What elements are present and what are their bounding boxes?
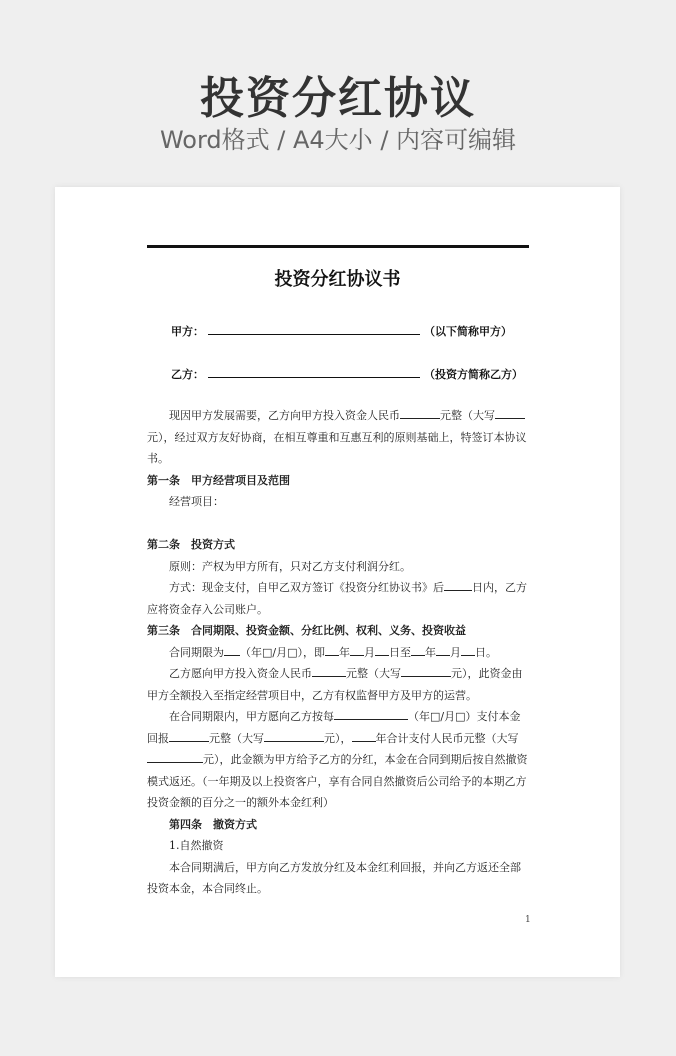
document-body — [147, 405, 529, 900]
article-4-subheading: 1.自然撤资 — [169, 839, 224, 852]
invest-words-blank[interactable] — [401, 666, 451, 677]
period-blank[interactable] — [334, 709, 408, 720]
party-b-label: 乙方： — [171, 368, 204, 381]
end-day-blank[interactable] — [461, 645, 475, 656]
article-3-investment — [147, 663, 529, 706]
term-text-5: 日至 — [389, 645, 411, 659]
total-words-blank[interactable] — [147, 752, 203, 763]
end-month-blank[interactable] — [436, 645, 450, 656]
returns-text-3: 元整（大写 — [209, 731, 264, 745]
intro-text-3: 元），经过双方友好协商，在相互尊重和互惠互利的原则基础上，特签订本协议书。 — [147, 430, 527, 465]
party-b-note: （投资方简称乙方） — [424, 368, 523, 381]
spacer — [147, 513, 529, 535]
returns-text-4: 元）， — [324, 731, 352, 745]
party-a-label: 甲方： — [171, 325, 204, 338]
article-1-heading: 第一条 甲方经营项目及范围 — [147, 473, 290, 487]
party-a-line — [171, 323, 512, 339]
method-text-2: 日内，乙方应将资金存入公司账户。 — [147, 581, 527, 616]
invest-text-3: 元），此资金由甲方全额投入至指定经营项目中，乙方有权监督甲方及甲方的运营。 — [147, 667, 523, 702]
amount-words-blank[interactable] — [495, 408, 525, 419]
document-page — [55, 187, 620, 977]
year-total-blank[interactable] — [352, 731, 376, 742]
intro-text-2: 元整（大写 — [440, 409, 495, 422]
term-blank[interactable] — [224, 645, 240, 656]
party-a-note: （以下简称甲方） — [424, 325, 512, 338]
article-4-text: 本合同期满后，甲方向乙方发放分红及本金红利回报，并向乙方返还全部投资本金，本合同终止。 — [147, 860, 521, 895]
article-1-text: 经营项目： — [169, 495, 224, 508]
banner-subtitle: Word格式 / A4大小 / 内容可编辑 — [159, 126, 517, 154]
return-words-blank[interactable] — [264, 731, 324, 742]
start-month-blank[interactable] — [350, 645, 364, 656]
returns-text-2: （年□/月□）支付本金回报 — [147, 710, 521, 745]
term-text-8: 日。 — [475, 645, 497, 659]
invest-text-2: 元整（大写 — [346, 667, 401, 680]
term-text-6: 年 — [425, 645, 436, 659]
article-2-heading: 第二条 投资方式 — [147, 538, 235, 551]
term-text-3: 年 — [339, 645, 350, 659]
start-year-blank[interactable] — [325, 645, 339, 656]
term-text-1: 合同期限为 — [169, 645, 224, 659]
article-2-method — [147, 577, 529, 620]
amount-blank[interactable] — [400, 408, 440, 419]
article-3-returns — [147, 706, 529, 814]
returns-text-6: 元），此金额为甲方给予乙方的分红，本金在合同到期后按自然撤资模式返还。（一年期及以上投资客户，享有合同自然撤资后公司给予的本期乙方投资金额的百分之一的额外本金红利） — [147, 753, 528, 809]
party-b-blank[interactable] — [208, 367, 420, 378]
returns-text-1: 在合同期限内，甲方愿向乙方按每 — [169, 710, 334, 723]
party-b-line — [171, 366, 523, 382]
term-text-7: 月 — [450, 645, 461, 659]
method-text-1: 方式：现金支付，自甲乙双方签订《投资分红协议书》后 — [169, 581, 444, 594]
end-year-blank[interactable] — [411, 645, 425, 656]
article-3-term — [147, 642, 529, 664]
return-amount-blank[interactable] — [169, 731, 209, 742]
document-title: 投资分红协议书 — [274, 269, 401, 290]
intro-text-1: 现因甲方发展需要，乙方向甲方投入资金人民币 — [169, 409, 400, 422]
banner-title: 投资分红协议 — [200, 73, 476, 124]
intro-paragraph — [147, 405, 529, 470]
header-rule — [147, 245, 529, 248]
article-2-principle: 原则：产权为甲方所有，只对乙方支付利润分红。 — [169, 559, 411, 573]
term-text-4: 月 — [364, 645, 375, 659]
invest-amount-blank[interactable] — [312, 666, 346, 677]
returns-text-5: 年合计支付人民币元整（大写 — [375, 731, 519, 745]
start-day-blank[interactable] — [375, 645, 389, 656]
article-4-heading: 第四条 撤资方式 — [169, 817, 257, 831]
page-number: 1 — [525, 915, 531, 925]
days-blank[interactable] — [444, 580, 472, 591]
term-text-2: （年□/月□），即 — [240, 645, 325, 659]
party-a-blank[interactable] — [208, 324, 420, 335]
article-3-heading: 第三条 合同期限、投资金额、分红比例、权利、义务、投资收益 — [147, 624, 466, 637]
invest-text-1: 乙方愿向甲方投入资金人民币 — [169, 667, 312, 680]
